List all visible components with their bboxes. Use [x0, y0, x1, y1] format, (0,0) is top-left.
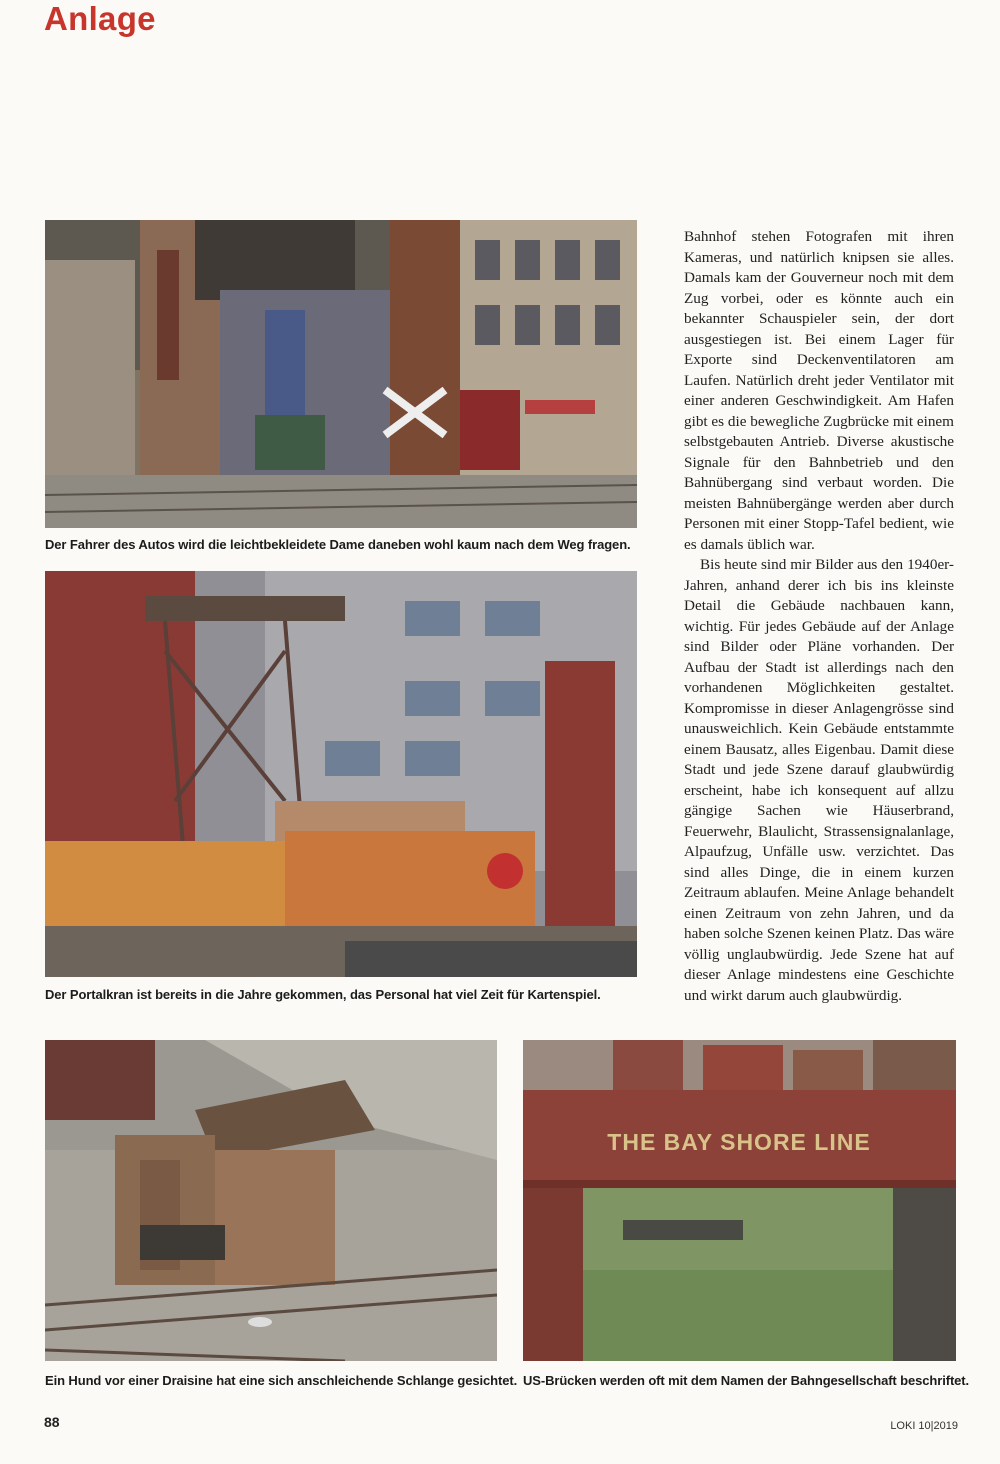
photo-saloon-street-scene	[45, 220, 637, 528]
article-paragraph: Bahnhof stehen Fotografen mit ihren Kameras, und natürlich knipsen sie alles. Damals kam der Gouverneur noch mit dem Zug vorbei, oder es könnte auch ein bekannter Schauspieler sein, der dort ausgestiegen ist. Bei einem Lager für Exporte sind Deckenventilatoren am Laufen. Natürlich dreht jeder Ventilator mit einer anderen Geschwindigkeit. Am Hafen gibt es die bewegliche Zugbrücke mit einem selbstgebauten Antrieb. Diverse akustische Signale für den Bahnbetrieb und den Bahnübergang sind verbaut worden. Die meisten Bahnübergänge werden aber durch Personen mit einer Stopp-Tafel bedient, wie es damals üblich war.	[684, 228, 954, 553]
article-body	[684, 227, 954, 1006]
photo-handcar-shed-scene	[45, 1040, 497, 1361]
photo-portal-crane-scene	[45, 571, 637, 977]
caption-bay-shore-bridge-scene: US-Brücken werden oft mit dem Namen der Bahngesellschaft beschriftet.	[523, 1373, 970, 1388]
caption-saloon-street-scene: Der Fahrer des Autos wird die leichtbekleidete Dame daneben wohl kaum nach dem Weg fragen.	[45, 537, 631, 552]
caption-portal-crane-scene: Der Portalkran ist bereits in die Jahre gekommen, das Personal hat viel Zeit für Kartenspiel.	[45, 987, 601, 1002]
section-title: Anlage	[44, 0, 156, 37]
bridge-lettering: THE BAY SHORE LINE	[607, 1129, 871, 1155]
photo-bay-shore-bridge-scene	[523, 1040, 956, 1361]
article-paragraph: Bis heute sind mir Bilder aus den 1940er-Jahren, anhand derer ich bis ins kleinste Detail die Gebäude nachbauen kann, wichtig. Für jedes Gebäude auf der Anlage sind Bilder oder Pläne vorhanden. Der Aufbau der Stadt ist allerdings nach den vorhandenen Möglichkeiten gestaltet. Kompromisse in dieser Anlagengrösse sind unausweichlich. Kein Gebäude entstammte einem Bausatz, alles Eigenbau. Damit diese Stadt und jede Szene darauf glaubwürdig erscheint, habe ich konsequent auf allzu gängige Sachen wie Häuserbrand, Feuerwehr, Blaulicht, Strassensignalanlage, Alpaufzug, Unfälle usw. verzichtet. Das sind alles Dinge, die in einem kurzen Zeitraum ablaufen. Meine Anlage behandelt einen Zeitraum von zehn Jahren, und da haben solche Szenen keinen Platz. Das wäre völlig unglaubwürdig. Jede Szene hat auf dieser Anlage mindestens eine Geschichte und wirkt darum auch glaubwürdig.	[684, 556, 954, 1004]
caption-handcar-shed-scene: Ein Hund vor einer Draisine hat eine sich anschleichende Schlange gesichtet.	[45, 1373, 518, 1388]
page-number: 88	[44, 1414, 60, 1430]
magazine-issue: LOKI 10|2019	[890, 1420, 958, 1432]
